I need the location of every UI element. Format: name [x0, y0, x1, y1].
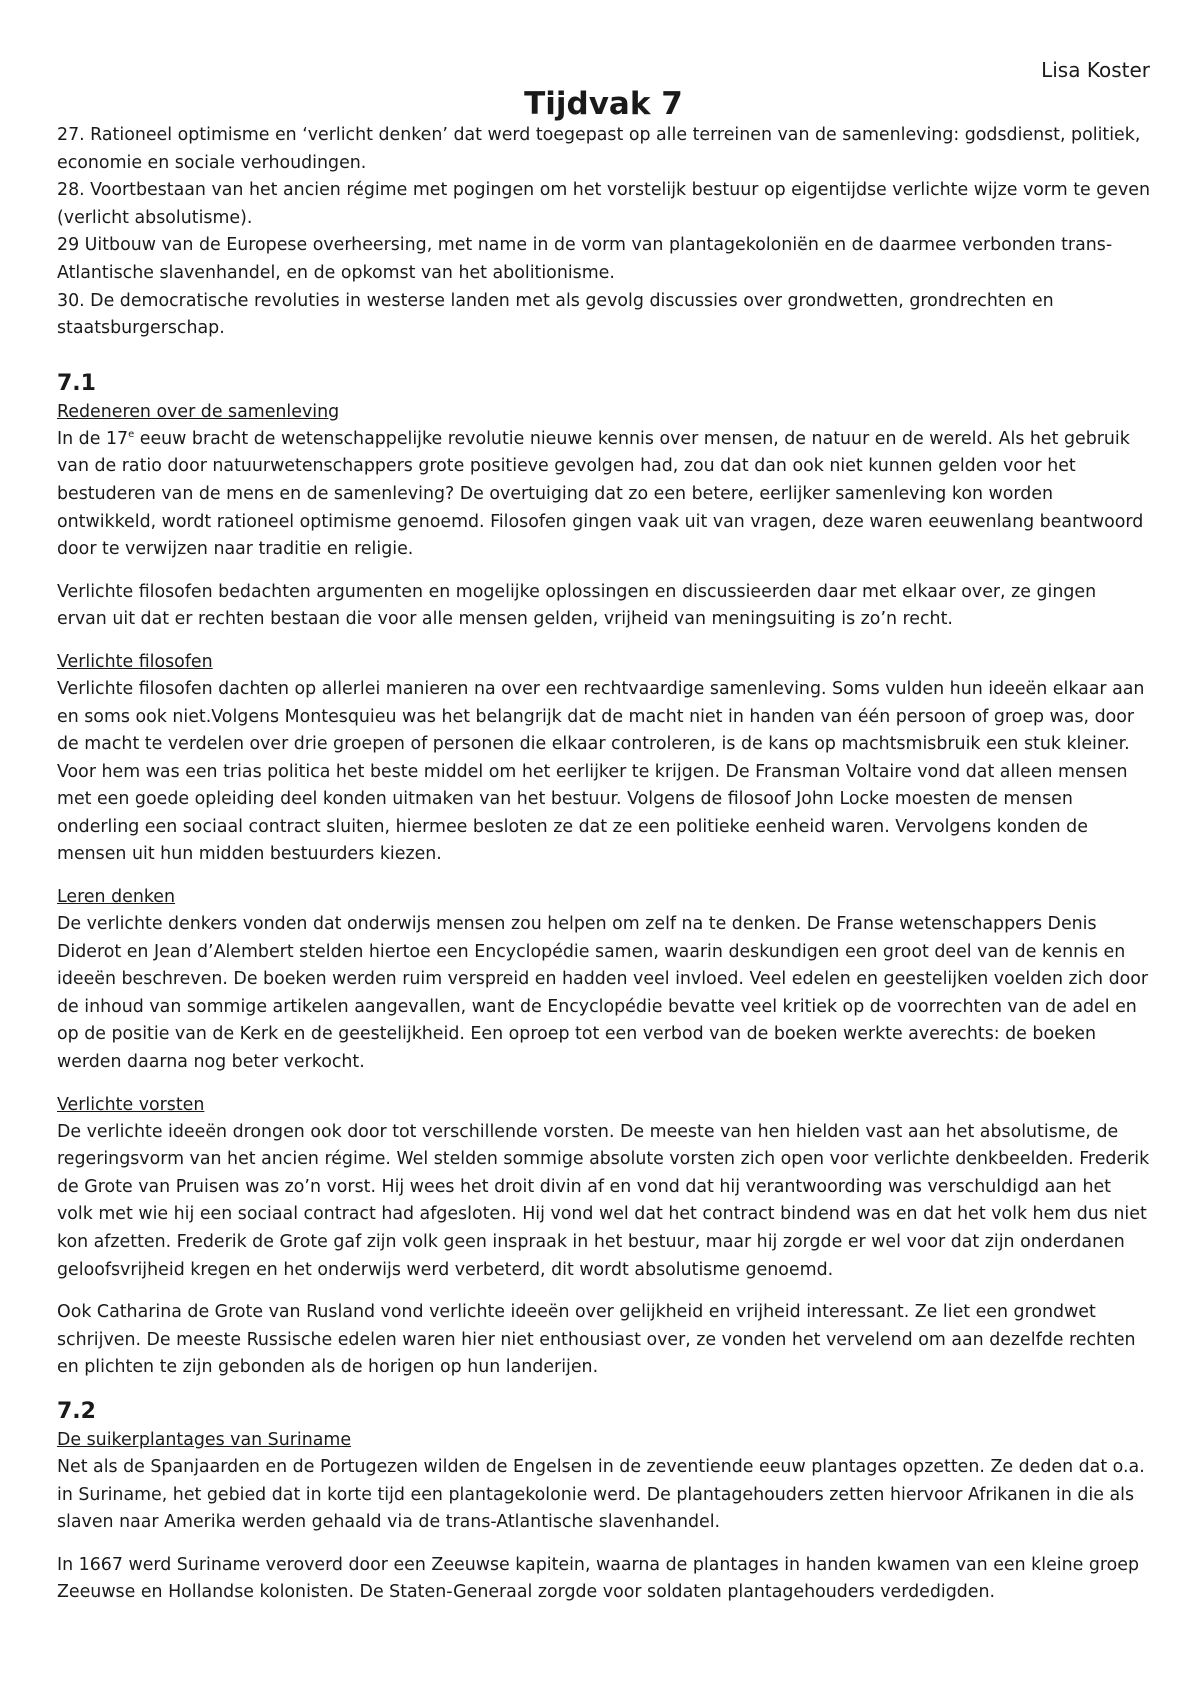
subheading-suikerplantages: De suikerplantages van Suriname	[57, 1429, 352, 1450]
section-heading-7-1: 7.1	[57, 370, 96, 396]
section-heading-7-2: 7.2	[57, 1398, 96, 1424]
paragraph-vorsten: De verlichte ideeën drongen ook door tot verschillende vorsten. De meeste van hen hielden vast aan het absolutisme, de regeringsvorm van het ancien régime. Wel stelden sommige absolute vorsten zich open voor verlichte denkbeelden. Frederik de Grote van Pruisen was zo’n vorst. Hij wees het droit divin af en vond dat hij verantwoording was verschuldigd aan het volk met wie hij een sociaal contract had afgesloten. Hij vond wel dat het contract bindend was en dat het volk hem dus niet kon afzetten. Frederik de Grote gaf zijn volk geen inspraak in het bestuur, maar hij zorgde er wel voor dat zijn onderdanen geloofsvrijheid kregen en het onderwijs werd verbeterd, dit wordt absolutisme genoemd.	[57, 1121, 1150, 1280]
paragraph-filosofen: Verlichte filosofen dachten op allerlei manieren na over een rechtvaardige samenleving. Soms vulden hun ideeën elkaar aan en soms ook niet.Volgens Montesquieu was het belangrijk dat de macht niet in handen van één persoon of groep was, door de macht te verdelen over drie groepen of personen die elkaar controleren, is de kans op machtsmisbruik een stuk kleiner. Voor hem was een trias politica het beste middel om het eerlijker te krijgen. De Fransman Voltaire vond dat alleen mensen met een goede opleiding deel konden uitmaken van het bestuur. Volgens de filosoof John Locke moesten de mensen onderling een sociaal contract sluiten, hiermee besloten ze dat ze een politieke eenheid waren. Vervolgens konden de mensen uit hun midden bestuurders kiezen.	[57, 678, 1145, 865]
paragraph-rechten: Verlichte filosofen bedachten argumenten en mogelijke oplossingen en discussieerden daar met elkaar over, ze gingen ervan uit dat er rechten bestaan die voor alle mensen gelden, vrijheid van meningsuiting is zo’n recht.	[57, 581, 1097, 630]
paragraph-suriname-1667: In 1667 werd Suriname veroverd door een Zeeuwse kapitein, waarna de plantages in handen kwamen van een kleine groep Zeeuwse en Hollandse kolonisten. De Staten-Generaal zorgde voor soldaten plantagehouders verdedigden.	[57, 1554, 1140, 1603]
aim-29: 29 Uitbouw van de Europese overheersing, met name in de vorm van plantagekoloniën en de daarmee verbonden trans-Atlantische slavenhandel, en de opkomst van het abolitionisme.	[57, 235, 1113, 283]
aim-27: 27. Rationeel optimisme en ‘verlicht denken’ dat werd toegepast op alle terreinen van de samenleving: godsdienst, politiek, economie en sociale verhoudingen.	[57, 125, 1141, 173]
section-7-1	[57, 369, 1150, 1382]
aim-30: 30. De democratische revoluties in westerse landen met als gevolg discussies over grondwetten, grondrechten en staatsburgerschap.	[57, 290, 1054, 339]
paragraph-leren-denken: De verlichte denkers vonden dat onderwijs mensen zou helpen om zelf na te denken. De Franse wetenschappers Denis Diderot en Jean d’Alembert stelden hiertoe een Encyclopédie samen, waarin deskundigen een groot deel van de kennis en ideeën beschreven. De boeken werden ruim verspreid en hadden veel invloed. Veel edelen en geestelijken voelden zich door de inhoud van sommige artikelen aangevallen, want de Encyclopédie bevatte veel kritiek op de voorrechten van de adel en op de positie van de Kerk en de geestelijkheid. Een oproep tot een verbod van de boeken werkte averechts: de boeken werden daarna nog beter verkocht.	[57, 914, 1149, 1073]
subheading-redeneren: Redeneren over de samenleving	[57, 401, 340, 422]
document-page	[57, 56, 1150, 1607]
subheading-leren-denken: Leren denken	[57, 887, 176, 908]
paragraph-catharina: Ook Catharina de Grote van Rusland vond verlichte ideeën over gelijkheid en vrijheid interessant. Ze liet een grondwet schrijven. De meeste Russische edelen waren hier niet enthousiast over, ze vonden het vervelend om aan dezelfde rechten en plichten te zijn gebonden als de horigen op hun landerijen.	[57, 1302, 1136, 1378]
aim-28: 28. Voortbestaan van het ancien régime met pogingen om het vorstelijk bestuur op eigentijdse verlichte wijze vorm te geven (verlicht absolutisme).	[57, 180, 1150, 228]
paragraph-plantages: Net als de Spanjaarden en de Portugezen wilden de Engelsen in de zeventiende eeuw plantages opzetten. Ze deden dat o.a. in Suriname, het gebied dat in korte tijd een plantagekolonie werd. De plantagehouders zetten hiervoor Afrikanen in die als slaven naar Amerika werden gehaald via de trans-Atlantische slavenhandel.	[57, 1456, 1145, 1533]
paragraph-redeneren-rest: eeuw bracht de wetenschappelijke revolutie nieuwe kennis over mensen, de natuur en de wereld. Als het gebruik van de ratio door natuurwetenschappers grote positieve gevolgen had, zou dat dan ook niet kunnen gelden voor het bestuderen van de mens en de samenleving? De overtuiging dat zo een betere, eerlijker samenleving kon worden ontwikkeld, wordt rationeel optimisme genoemd. Filosofen gingen vaak uit van vragen, deze waren eeuwenlang beantwoord door te verwijzen naar traditie en religie.	[57, 428, 1144, 560]
paragraph-redeneren	[57, 426, 1150, 564]
subheading-verlichte-vorsten: Verlichte vorsten	[57, 1094, 205, 1115]
century-text: In de 17	[57, 428, 129, 449]
learning-aims	[57, 122, 1150, 343]
author-name: Lisa Koster	[1041, 58, 1150, 82]
page-title: Tijdvak 7	[524, 86, 683, 122]
section-7-2	[57, 1397, 1150, 1607]
subheading-verlichte-filosofen: Verlichte filosofen	[57, 651, 213, 672]
ordinal-superscript: e	[128, 428, 135, 440]
